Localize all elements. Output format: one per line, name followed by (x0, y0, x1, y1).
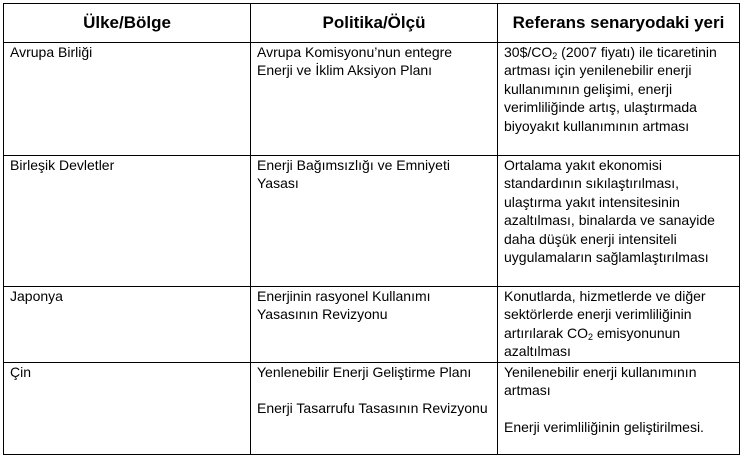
policy-text: Enerji Tasarrufu Tasasının Revizyonu (257, 400, 488, 417)
table-row (4, 156, 740, 287)
table-header-row (4, 4, 740, 43)
policy-table (3, 3, 740, 455)
reference-text: Yenilenebilir enerji kullanımının artması (504, 364, 697, 399)
cell-reference (498, 363, 740, 455)
header-policy: Politika/Ölçü (251, 4, 498, 43)
subscript: 2 (552, 51, 558, 61)
cell-policy (251, 156, 498, 287)
cell-country: Japonya (4, 287, 251, 363)
cell-reference (498, 287, 740, 363)
cell-policy (251, 43, 498, 156)
reference-text: 30$/CO (504, 44, 553, 60)
table-row (4, 287, 740, 363)
cell-policy (251, 287, 498, 363)
cell-reference (498, 43, 740, 156)
policy-text: Enerjinin rasyonel Kullanımı Yasasının Revizyonu (257, 288, 431, 323)
reference-text: Konutlarda, hizmetlerde ve diğer sektörlerde enerji verimliliğinin artırılarak CO (504, 288, 706, 341)
header-country: Ülke/Bölge (4, 4, 251, 43)
table-row (4, 363, 740, 455)
cell-country: Birleşik Devletler (4, 156, 251, 287)
cell-reference: Ortalama yakıt ekonomisi standardının sıkılaştırılması, ulaştırma yakıt intensitesinin azaltılması, binalarda ve sanayide daha düşük enerji intensiteli uygulamaların sağlamlaştırılması (498, 156, 740, 287)
policy-text: Yenlenebilir Enerji Geliştirme Planı (257, 364, 472, 380)
cell-country: Çin (4, 363, 251, 455)
subscript: 2 (588, 331, 594, 342)
cell-country: Avrupa Birliği (4, 43, 251, 156)
policy-text: Avrupa Komisyonu’nun entegre Enerji ve İklim Aksiyon Planı (257, 44, 453, 79)
policy-text: Enerji Bağımsızlığı ve Emniyeti Yasası (257, 157, 450, 192)
table-row (4, 43, 740, 156)
reference-text: (2007 fiyatı) ile ticaretinin artması için yenilenebilir enerji kullanımının gelişimi, enerji verimliliğinde artış, ulaştırmada biyoyakıt kullanımının artması (504, 44, 717, 134)
reference-text: emisyonunun azaltılması (504, 324, 681, 360)
reference-text: Enerji verimliliğinin geliştirilmesi. (504, 418, 704, 435)
header-reference: Referans senaryodaki yeri (498, 4, 740, 43)
cell-policy (251, 363, 498, 455)
